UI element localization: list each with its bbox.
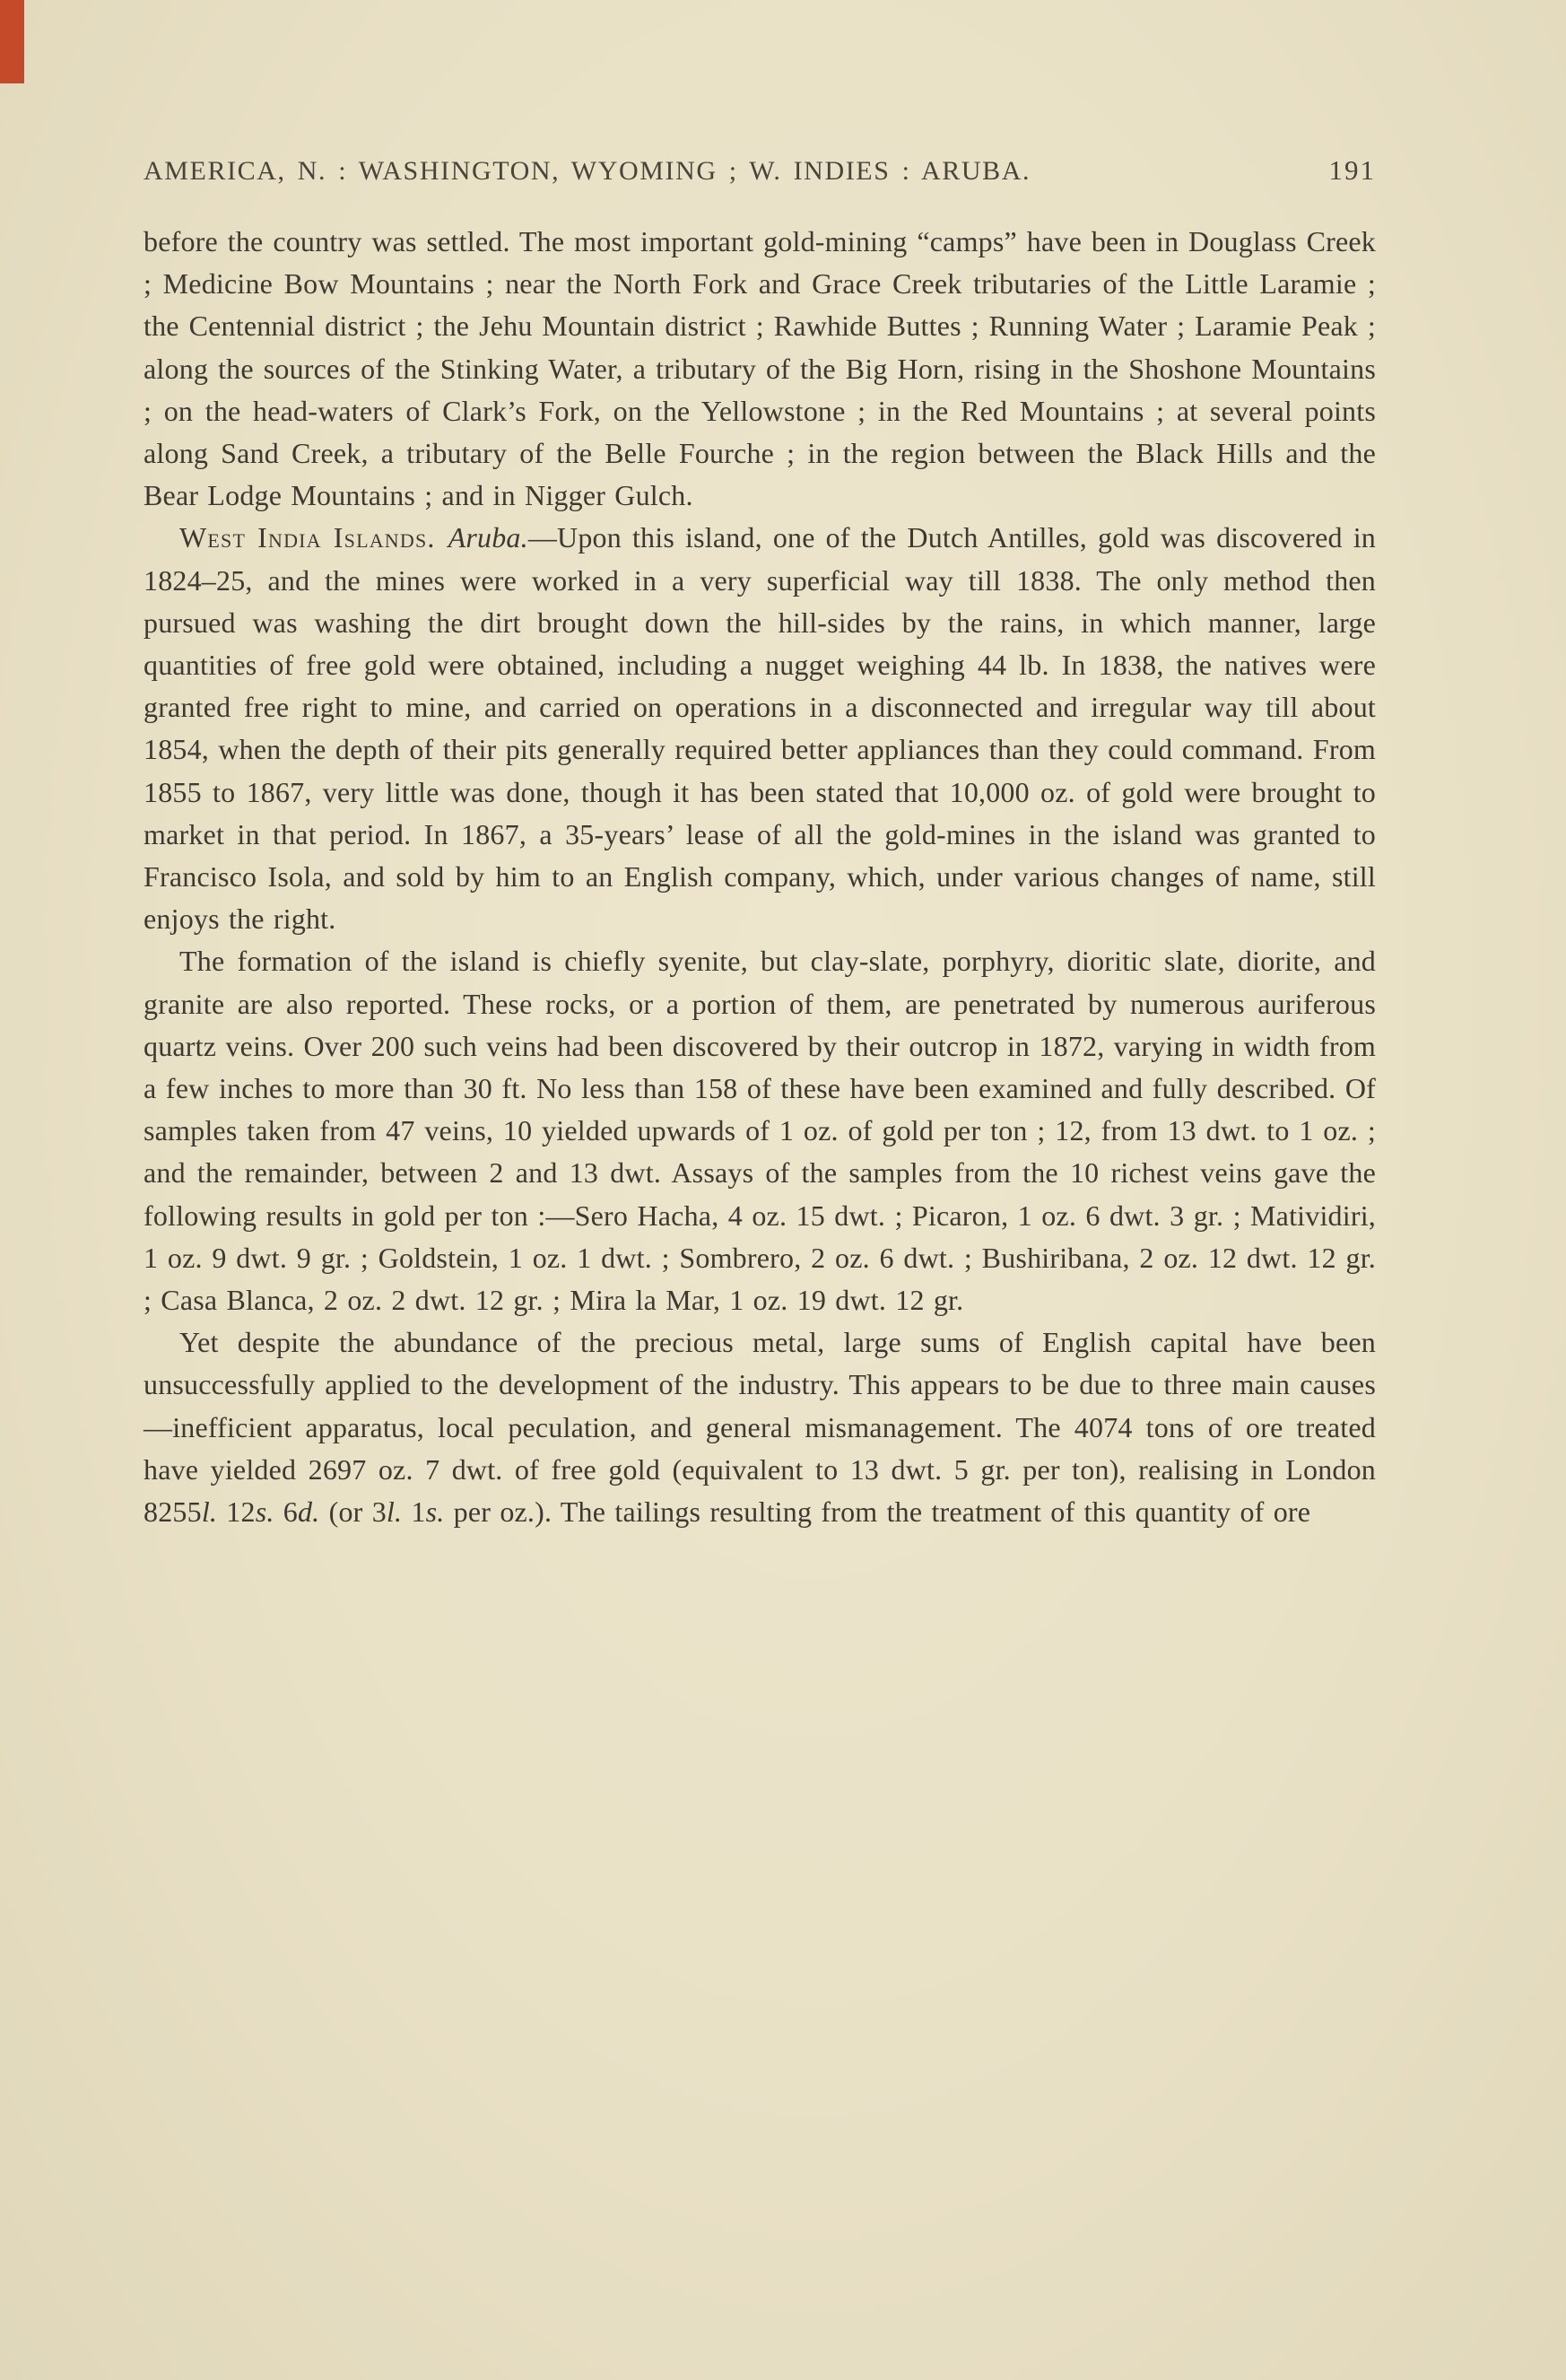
page-body [144, 221, 1376, 1533]
paragraph-west-india-islands [144, 517, 1376, 940]
currency-shillings: s. [255, 1495, 274, 1529]
currency-shillings: s. [425, 1495, 445, 1529]
place-name-aruba: Aruba. [448, 521, 528, 554]
paragraph-gold-mining-camps [144, 221, 1376, 517]
paragraph-text: 12 [217, 1495, 256, 1529]
paragraph-text: per oz.). The tailings resulting from the treatment of this quantity of ore [444, 1495, 1311, 1529]
currency-pounds: l. [201, 1495, 218, 1529]
paragraph-text: 1 [402, 1495, 426, 1529]
paragraph-text: Yet despite the abundance of the precious metal, large sums of English capital have been unsuccessfully applied to the development of the industry. This appears to be due to three main causes—inefficient apparatus, local peculation, and general mismanagement. The 4074 tons of ore treated have yielded 2697 oz. 7 dwt. of free gold (equivalent to 13 dwt. 5 gr. per ton), realising in London 8255 [144, 1326, 1376, 1529]
page-header [144, 154, 1376, 187]
paragraph-island-formation [144, 940, 1376, 1321]
currency-pounds: l. [386, 1495, 403, 1529]
page-number: 191 [1328, 154, 1376, 186]
section-heading-west-india-islands: West India Islands. [179, 521, 436, 554]
paragraph-text: —Upon this island, one of the Dutch Antilles, gold was discovered in 1824–25, and the mines were worked in a very superficial way till 1838. The only method then pursued was washing the dirt brought down the hill-sides by the rains, in which manner, large quantities of free gold were obtained, including a nugget weighing 44 lb. In 1838, the natives were granted free right to mine, and carried on operations in a disconnected and irregular way till about 1854, when the depth of their pits generally required better appliances than they could command. From 1855 to 1867, very little was done, though it has been stated that 10,000 oz. of gold were brought to market in that period. In 1867, a 35-years’ lease of all the gold-mines in the island was granted to Francisco Isola, and sold by him to an English company, which, under various changes of name, still enjoys the right. [144, 521, 1376, 936]
red-bookmark-strip [0, 0, 24, 83]
paragraph-text: 6 [274, 1495, 298, 1529]
paragraph-text: before the country was settled. The most important gold-mining “camps” have been in Douglass Creek ; Medicine Bow Mountains ; near the North Fork and Grace Creek tributaries of the Little Laramie ; the Centennial district ; the Jehu Mountain district ; Rawhide Buttes ; Running Water ; Laramie Peak ; along the sources of the Stinking Water, a tributary of the Big Horn, rising in the Shoshone Mountains ; on the head-waters of Clark’s Fork, on the Yellowstone ; in the Red Mountains ; at several points along Sand Creek, a tributary of the Belle Fourche ; in the region between the Black Hills and the Bear Lodge Mountains ; and in Nigger Gulch. [144, 225, 1376, 512]
paragraph-text: (or 3 [319, 1495, 387, 1529]
currency-pence: d. [297, 1495, 320, 1529]
paragraph-english-capital [144, 1321, 1376, 1533]
paragraph-text: The formation of the island is chiefly syenite, but clay-slate, porphyry, dioritic slate, diorite, and granite are also reported. These rocks, or a portion of them, are penetrated by numerous auriferous quartz veins. Over 200 such veins had been discovered by their outcrop in 1872, varying in width from a few inches to more than 30 ft. No less than 158 of these have been examined and fully described. Of samples taken from 47 veins, 10 yielded upwards of 1 oz. of gold per ton ; 12, from 13 dwt. to 1 oz. ; and the remainder, between 2 and 13 dwt. Assays of the samples from the 10 richest veins gave the following results in gold per ton :—Sero Hacha, 4 oz. 15 dwt. ; Picaron, 1 oz. 6 dwt. 3 gr. ; Matividiri, 1 oz. 9 dwt. 9 gr. ; Goldstein, 1 oz. 1 dwt. ; Sombrero, 2 oz. 6 dwt. ; Bushiribana, 2 oz. 12 dwt. 12 gr. ; Casa Blanca, 2 oz. 2 dwt. 12 gr. ; Mira la Mar, 1 oz. 19 dwt. 12 gr. [144, 945, 1376, 1317]
running-title: AMERICA, N. : WASHINGTON, WYOMING ; W. INDIES : ARUBA. [144, 156, 1031, 186]
